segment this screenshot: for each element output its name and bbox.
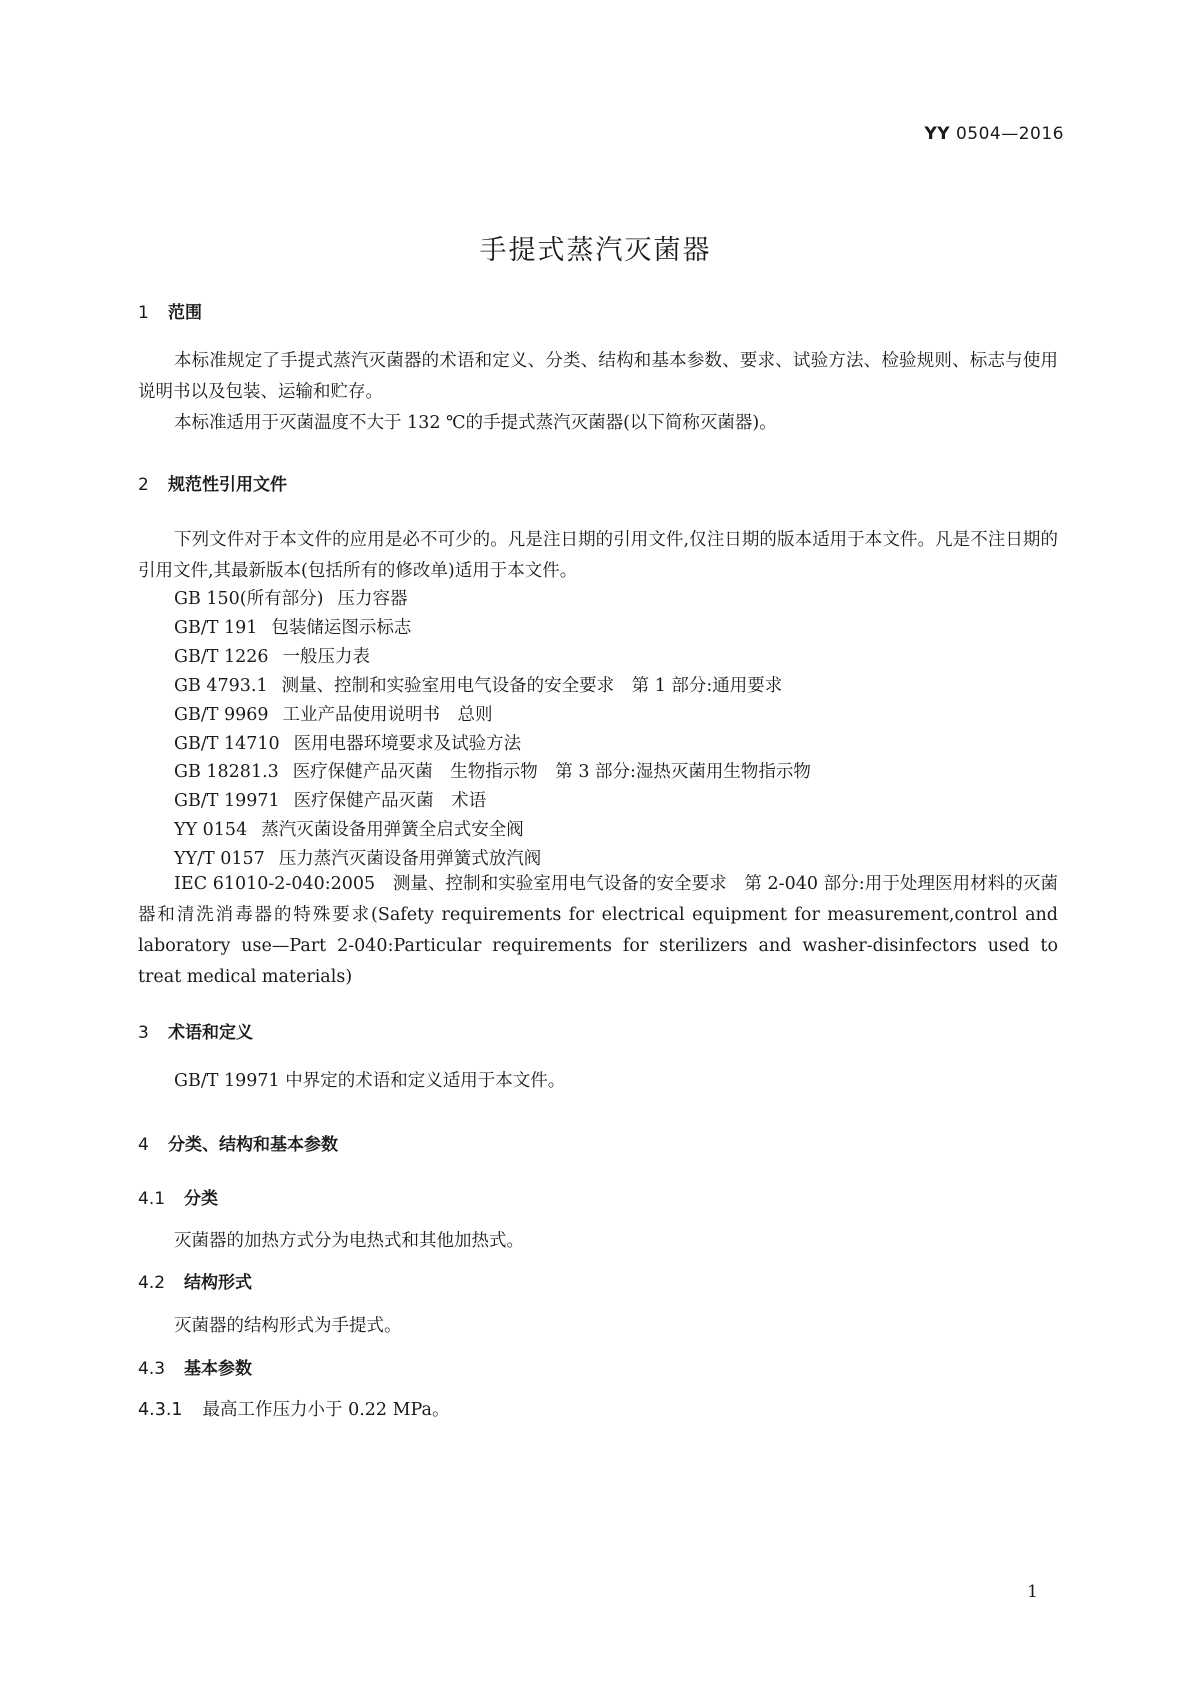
reference-code: GB 18281.3 [174, 762, 279, 782]
section-number: 1 [138, 303, 149, 323]
section-4-1-heading [138, 1184, 218, 1209]
reference-item [174, 845, 541, 870]
reference-name: 一般压力表 [282, 647, 371, 667]
reference-code: YY/T 0157 [174, 849, 265, 869]
reference-item [174, 730, 521, 755]
reference-code: GB/T 19971 [174, 791, 280, 811]
section-3-paragraph: GB/T 19971 中界定的术语和定义适用于本文件。 [174, 1071, 566, 1091]
section-3-heading [138, 1018, 253, 1043]
page-number: 1 [1027, 1582, 1038, 1602]
reference-code: GB 150(所有部分) [174, 589, 324, 609]
reference-code: YY 0154 [174, 820, 248, 840]
section-title: 分类、结构和基本参数 [168, 1135, 338, 1155]
reference-iec: IEC 61010-2-040:2005 测量、控制和实验室用电气设备的安全要求 第 2-040 部分:用于处理医用材料的灭菌器和清洗消毒器的特殊要求(Safety requirements for electrical equipment for measurement,control and laboratory use—Part 2-040:Particular requirements for sterilizers and washer-disinfectors used to treat medical materials) [138, 874, 1058, 987]
reference-code: GB/T 14710 [174, 734, 280, 754]
reference-code: GB/T 191 [174, 618, 258, 638]
section-number: 4.2 [138, 1273, 166, 1293]
section-4-3-heading [138, 1354, 252, 1379]
section-4-heading [138, 1130, 338, 1155]
section-2-intro: 下列文件对于本文件的应用是必不可少的。凡是注日期的引用文件,仅注日期的版本适用于本文件。凡是不注日期的引用文件,其最新版本(包括所有的修改单)适用于本文件。 [138, 530, 1058, 581]
section-2-heading [138, 470, 287, 495]
section-title: 分类 [184, 1189, 218, 1209]
reference-item [174, 614, 411, 639]
reference-name: 包装储运图示标志 [271, 618, 412, 638]
clause-text: 最高工作压力小于 0.22 MPa。 [202, 1400, 450, 1420]
reference-item [174, 787, 486, 812]
section-4-2-paragraph: 灭菌器的结构形式为手提式。 [174, 1316, 402, 1336]
reference-item [174, 701, 493, 726]
reference-name: 压力蒸汽灭菌设备用弹簧式放汽阀 [278, 849, 542, 869]
section-title: 术语和定义 [168, 1023, 253, 1043]
section-1-heading [138, 298, 202, 323]
reference-code: GB/T 1226 [174, 647, 269, 667]
section-title: 结构形式 [184, 1273, 252, 1293]
clause-4-3-1 [138, 1396, 449, 1421]
reference-name: 工业产品使用说明书 总则 [282, 705, 493, 725]
reference-item [174, 672, 782, 697]
reference-item [174, 758, 811, 783]
section-1-paragraph-2: 本标准适用于灭菌温度不大于 132 ℃的手提式蒸汽灭菌器(以下简称灭菌器)。 [174, 413, 777, 433]
section-number: 4.1 [138, 1189, 166, 1209]
standard-code-number: 0504—2016 [955, 124, 1064, 144]
standard-code [924, 124, 1064, 144]
reference-item [174, 643, 370, 668]
section-number: 2 [138, 475, 149, 495]
reference-name: 医疗保健产品灭菌 生物指示物 第 3 部分:湿热灭菌用生物指示物 [292, 762, 811, 782]
section-title: 范围 [168, 303, 202, 323]
clause-number: 4.3.1 [138, 1400, 183, 1420]
reference-name: 蒸汽灭菌设备用弹簧全启式安全阀 [261, 820, 524, 840]
reference-code: GB/T 9969 [174, 705, 269, 725]
reference-item [174, 816, 524, 841]
reference-item [174, 585, 407, 610]
section-number: 4.3 [138, 1359, 166, 1379]
document-title: 手提式蒸汽灭菌器 [479, 235, 712, 266]
section-1-paragraph-1: 本标准规定了手提式蒸汽灭菌器的术语和定义、分类、结构和基本参数、要求、试验方法、检验规则、标志与使用说明书以及包装、运输和贮存。 [138, 351, 1058, 402]
section-title: 基本参数 [184, 1359, 252, 1379]
section-title: 规范性引用文件 [168, 475, 287, 495]
reference-name: 测量、控制和实验室用电气设备的安全要求 第 1 部分:通用要求 [281, 676, 783, 696]
section-number: 3 [138, 1023, 149, 1043]
section-4-2-heading [138, 1268, 252, 1293]
standard-code-prefix: YY [924, 124, 951, 144]
reference-name: 压力容器 [337, 589, 408, 609]
reference-name: 医疗保健产品灭菌 术语 [293, 791, 487, 811]
section-number: 4 [138, 1135, 149, 1155]
reference-name: 医用电器环境要求及试验方法 [293, 734, 522, 754]
reference-code: GB 4793.1 [174, 676, 268, 696]
section-4-1-paragraph: 灭菌器的加热方式分为电热式和其他加热式。 [174, 1231, 524, 1251]
